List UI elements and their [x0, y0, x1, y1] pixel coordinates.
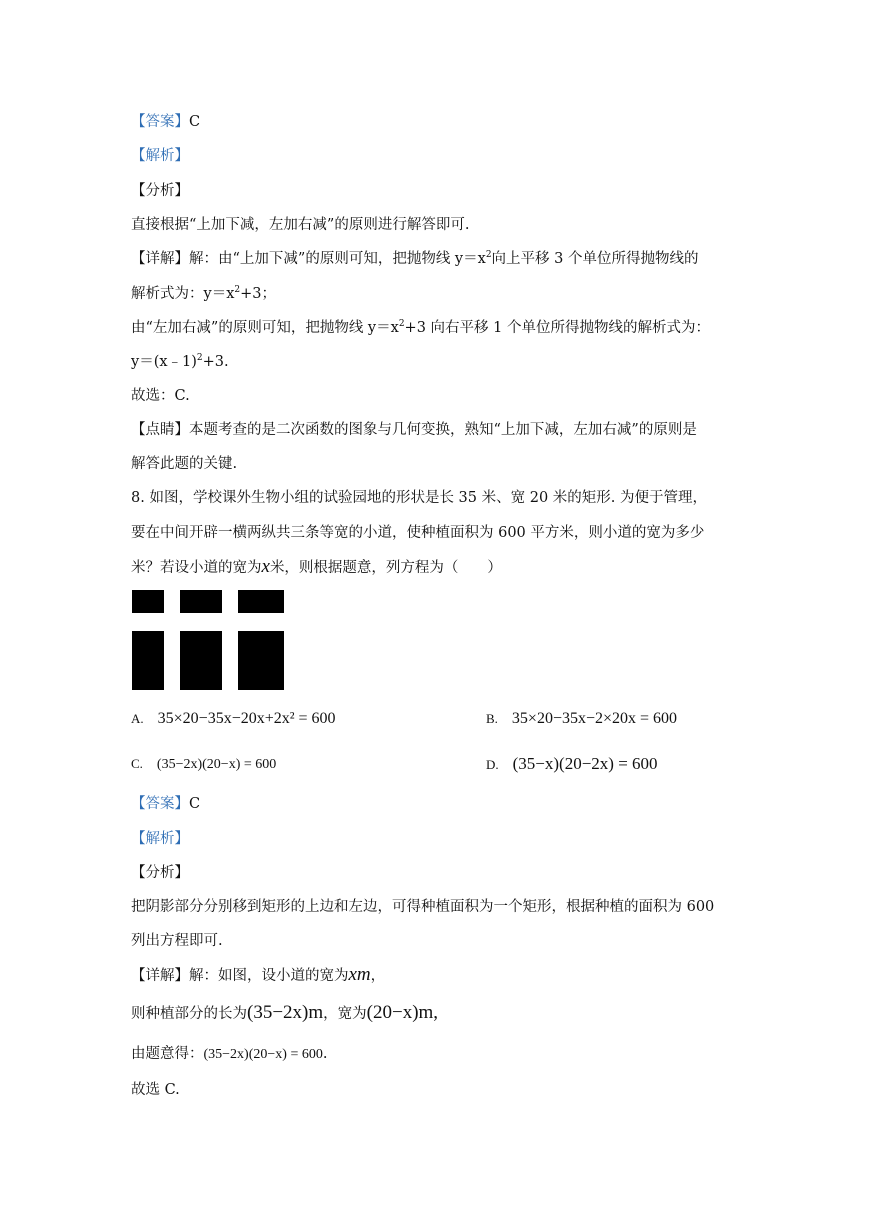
plot-bottom-middle	[180, 631, 222, 690]
detail-text: 解析式为：y＝x	[131, 286, 235, 302]
stem-text: 米，则根据题意，列方程为（ ）	[269, 560, 502, 576]
q8-detail-line-3: 由题意得：(35−2x)(20−x) = 600.	[131, 1046, 328, 1062]
detail-tag: 【详解】	[131, 968, 189, 984]
q7-detail-line-4: y＝(x﹣1)$^2$+3.	[131, 353, 229, 370]
detail-math: (35−2x)(20−x) = 600	[203, 1047, 323, 1062]
detail-text: +3；	[240, 286, 276, 302]
option-text: (35−2x)(20−x) = 600	[156, 757, 277, 772]
q7-fenxi-text: 直接根据“上加下减，左加右减”的原则进行解答即可.	[131, 217, 470, 233]
option-a[interactable]	[131, 708, 336, 730]
plot-top-left	[132, 590, 164, 613]
detail-text: ，宽为	[323, 1006, 367, 1022]
q8-fenxi-line-1: 把阴影部分分别移到矩形的上边和左边，可得种植面积为一个矩形，根据种植的面积为 600	[131, 899, 715, 915]
option-label: C.	[131, 756, 143, 771]
plot-top-middle	[180, 590, 222, 613]
q8-stem-line-1: 8. 如图，学校课外生物小组的试验园地的形状是长 35 米、宽 20 米的矩形. 为便于管理，	[131, 490, 707, 506]
detail-text: 解：如图，设小道的宽为	[189, 968, 349, 984]
answer-tag: 【答案】	[131, 796, 189, 812]
q7-choose: 故选：C.	[131, 388, 190, 404]
q7-fenxi-tag: 【分析】	[131, 183, 189, 199]
q8-analysis-tag: 【解析】	[131, 831, 189, 847]
q7-detail-line-1: 【详解】解：由“上加下减”的原则可知，把抛物线 $y=x^2$向上平移 3 个单位所得抛物线的	[131, 250, 699, 267]
option-text: 35×20−35x−2×20x = 600	[511, 710, 678, 727]
answer-value: C	[189, 114, 201, 130]
option-text: (35−x)(20−2x) = 600	[512, 754, 658, 773]
answer-value: C	[189, 796, 201, 812]
q8-answer-line	[131, 794, 200, 814]
detail-text: 由“左加右减”的原则可知，把抛物线 y＝x	[131, 320, 399, 336]
detail-text: 则种植部分的长为	[131, 1006, 247, 1022]
q8-detail-line-1: 【详解】解：如图，设小道的宽为xm，	[131, 964, 386, 985]
dianjing-tag: 【点睛】	[131, 422, 189, 438]
detail-text: +3 向右平移 1 个单位所得抛物线的解析式为：	[404, 320, 710, 336]
q8-stem-line-3	[131, 557, 502, 578]
detail-text: 由题意得：	[131, 1046, 204, 1062]
plot-top-right	[238, 590, 284, 613]
detail-text: +3.	[202, 354, 229, 370]
variable-x: x	[261, 556, 270, 577]
q8-choose: 故选 C.	[131, 1082, 180, 1098]
q8-stem-line-2: 要在中间开辟一横两纵共三条等宽的小道，使种植面积为 600 平方米，则小道的宽为多少	[131, 525, 705, 541]
q7-dianjing-line-1	[131, 420, 697, 440]
option-b[interactable]	[486, 708, 677, 730]
q7-detail-line-2: 解析式为：$y=x^2+3$；	[131, 285, 276, 302]
detail-text: 解：由“上加下减”的原则可知，把抛物线 y＝x	[189, 251, 486, 267]
answer-tag: 【答案】	[131, 114, 189, 130]
q8-fenxi-line-2: 列出方程即可.	[131, 933, 223, 949]
stem-text: 米？若设小道的宽为	[131, 560, 262, 576]
option-c[interactable]	[131, 753, 276, 776]
q8-fenxi-tag: 【分析】	[131, 865, 189, 881]
dianjing-text: 本题考查的是二次函数的图象与几何变换，熟知“上加下减，左加右减”的原则是	[189, 422, 697, 438]
option-label: D.	[486, 757, 499, 772]
plot-bottom-left	[132, 631, 164, 690]
detail-math: (20−x)m,	[366, 1002, 439, 1023]
detail-tag: 【详解】	[131, 251, 189, 267]
detail-math: (35−2x)m	[247, 1002, 324, 1023]
detail-math: xm	[348, 964, 371, 985]
q8-detail-line-2	[131, 1003, 438, 1024]
q7-answer-line	[131, 112, 200, 132]
q7-dianjing-line-2: 解答此题的关键.	[131, 456, 238, 472]
option-label: A.	[131, 711, 144, 726]
detail-text: y＝(x﹣1)	[131, 354, 197, 370]
option-label: B.	[486, 711, 498, 726]
q7-detail-line-3: 由“左加右减”的原则可知，把抛物线 $y=x^2+3$ 向右平移 1 个单位所得抛物线的解析式为：	[131, 319, 710, 336]
detail-text: 向上平移 3 个单位所得抛物线的	[491, 251, 699, 267]
plot-bottom-right	[238, 631, 284, 690]
option-d[interactable]	[486, 753, 658, 776]
q7-analysis-tag: 【解析】	[131, 148, 189, 164]
option-text: 35×20−35x−20x+2x² = 600	[157, 710, 336, 727]
